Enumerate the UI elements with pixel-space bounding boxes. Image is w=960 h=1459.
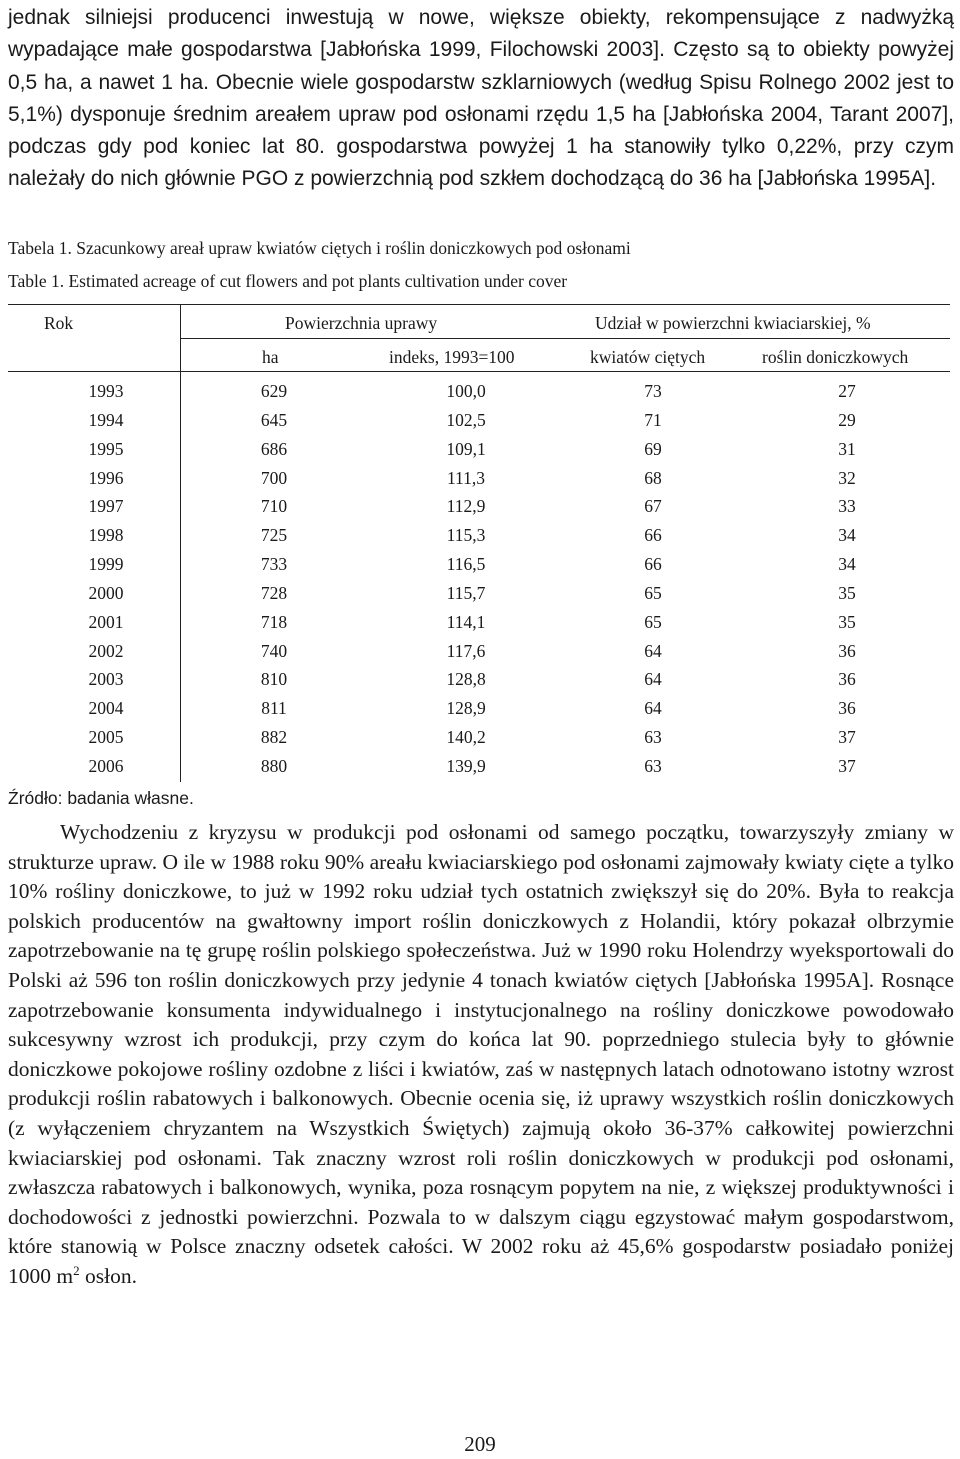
cell-ha: 740 [260,640,288,661]
intro-paragraph: jednak silniejsi producenci inwestują w nowe, większe obiekty, rekompensujące z nadwyżką wypadające małe gospodarstwa [Jabłońska 1999, Filochowski 2003]. Często są to obiekty powyżej 0,5 ha, a nawet 1 ha. Obecnie wiele gospodarstw szklarniowych (według Spisu Rolnego 2002 jest to 5,1%) dysponuje średnim areałem upraw pod osłonami rzędu 1,5 ha [Jabłońska 2004, Tarant 2007], podczas gdy pod koniec lat 80. gospodarstwa powyżej 1 ha stanowiły tylko 0,22%, przy czym należały do nich głównie PGO z powierzchnią pod szkłem dochodzącą do 36 ha [Jabłońska 1995A]. [8,6,954,191]
cell-year: 2005 [88,727,124,748]
body-paragraph [8,818,954,1292]
superscript-two: 2 [73,1262,80,1278]
cell-ha: 710 [260,496,288,517]
cell-year: 1993 [88,381,124,401]
cell-pot-plants: 37 [838,727,856,748]
cell-year: 2000 [88,582,124,603]
cell-pot-plants: 29 [838,409,856,430]
cell-cut-flowers: 65 [644,611,662,632]
cell-ha: 733 [260,554,288,575]
cell-index: 117,6 [446,640,486,661]
table-row [0,640,960,669]
table-row [0,755,960,784]
header-cultivation-area: Powierzchnia uprawy [285,313,438,333]
cell-index: 140,2 [446,727,486,748]
table-row [0,467,960,496]
cell-ha: 718 [260,611,288,632]
cell-cut-flowers: 65 [644,582,662,603]
cell-ha: 645 [260,409,288,430]
cell-cut-flowers: 68 [644,467,662,488]
cell-year: 2003 [88,669,124,690]
table-row [0,409,960,438]
table-row [0,495,960,524]
cell-year: 1998 [88,525,124,546]
cell-pot-plants: 36 [838,698,856,719]
header-share: Udział w powierzchni kwiaciarskiej, % [595,313,871,333]
cell-index: 139,9 [446,755,486,776]
cell-year: 2004 [88,698,124,719]
table-caption-polish: Tabela 1. Szacunkowy areał upraw kwiatów ciętych i roślin doniczkowych pod osłonami [8,238,631,258]
cell-cut-flowers: 66 [644,525,662,546]
cell-ha: 629 [260,381,288,401]
cell-year: 1995 [88,438,124,459]
table-row [0,380,960,409]
cell-cut-flowers: 63 [644,727,662,748]
cell-pot-plants: 36 [838,640,856,661]
cell-ha: 882 [260,727,288,748]
subheader-pot-plants: roślin doniczkowych [762,347,909,367]
cell-cut-flowers: 64 [644,698,662,719]
cell-year: 1996 [88,467,124,488]
table-caption-english: Table 1. Estimated acreage of cut flowers and pot plants cultivation under cover [8,271,568,291]
table-row [0,611,960,640]
cell-index: 111,3 [446,467,486,488]
cell-ha: 880 [260,755,288,776]
table-header-bottom-rule [8,371,950,372]
cell-cut-flowers: 73 [644,381,662,401]
subheader-index: indeks, 1993=100 [389,347,515,367]
cell-index: 100,0 [446,381,486,401]
cell-year: 1997 [88,496,124,517]
cell-index: 116,5 [446,554,486,575]
cell-cut-flowers: 71 [644,409,662,430]
cell-pot-plants: 34 [838,525,856,546]
cell-cut-flowers: 63 [644,755,662,776]
cell-year: 1994 [88,409,124,430]
table-row [0,438,960,467]
cell-index: 109,1 [446,438,486,459]
subheader-ha: ha [262,347,279,367]
body-paragraph-text: Wychodzeniu z kryzysu w produkcji pod osłonami od samego początku, towarzyszyły zmiany w strukturze upraw. O ile w 1988 roku 90% areału kwiaciarskiego pod osłonami zajmowały kwiaty cięte a tylko 10% rośliny doniczkowe, to już w 1992 roku udział tych ostatnich zwiększył się do 20%. Była to reakcja polskich producentów na gwałtowny import roślin doniczkowych z Holandii, który pokazał olbrzymie zapotrzebowanie na tę grupę roślin polskiego społeczeństwa. Już w 1990 roku Holendrzy wyeksportowali do Polski aż 596 ton roślin doniczkowych przy jedynie 4 tonach kwiatów ciętych [Jabłońska 1995A]. Rosnące zapotrzebowanie konsumenta indywidualnego i instytucjonalnego na rośliny doniczkowe powodowało sukcesywny wzrost ich produkcji, przy czym do końca lat 90. poprzedniego stulecia były to głównie doniczkowe pokojowe rośliny ozdobne z liści i kwiatów, zaś w następnych latach odnotowano istotny wzrost produkcji roślin rabatowych i balkonowych. Obecnie ocenia się, iż uprawy wszystkich roślin doniczkowych (z wyłączeniem chryzantem na Wszystkich Świętych) zajmują około 36-37% całkowitej powierzchni kwiaciarskiej pod osłonami. Tak znaczny wzrost roli roślin doniczkowych w produkcji pod osłonami, zwłaszcza rabatowych i balkonowych, wynika, poza rosnącym popytem na nie, z większej produktywności i dochodowości z jednostki powierzchni. Pozwala to w dalszym ciągu egzystować małym gospodarstwom, które stanowią w Polsce znaczny odsetek całości. W 2002 roku aż 45,6% gospodarstw posiadało poniżej 1000 m [8,820,954,1288]
cell-index: 115,7 [446,582,486,603]
cell-ha: 728 [260,582,288,603]
cell-pot-plants: 34 [838,554,856,575]
table-row [0,726,960,755]
table-header-divider [181,338,950,339]
cell-index: 102,5 [446,409,486,430]
cell-index: 112,9 [446,496,486,517]
cell-pot-plants: 37 [838,755,856,776]
table-body [0,380,960,784]
cell-ha: 810 [260,669,288,690]
table-row [0,582,960,611]
subheader-cut-flowers: kwiatów ciętych [590,347,706,367]
cell-year: 2006 [88,755,124,776]
table-row [0,697,960,726]
cell-pot-plants: 33 [838,496,856,517]
cell-cut-flowers: 66 [644,554,662,575]
table-source-note: Źródło: badania własne. [8,788,194,808]
table-row [0,668,960,697]
page-number: 209 [464,1432,496,1456]
cell-ha: 700 [260,467,288,488]
acreage-table [0,300,960,820]
cell-pot-plants: 32 [838,467,856,488]
cell-cut-flowers: 64 [644,640,662,661]
table-row [0,553,960,582]
cell-ha: 811 [261,698,287,719]
cell-pot-plants: 27 [838,381,856,401]
cell-pot-plants: 35 [838,611,856,632]
cell-year: 2001 [88,611,124,632]
cell-year: 2002 [88,640,124,661]
cell-cut-flowers: 67 [644,496,662,517]
cell-index: 114,1 [446,611,486,632]
cell-year: 1999 [88,554,124,575]
cell-cut-flowers: 69 [644,438,662,459]
body-paragraph-end: osłon. [79,1263,137,1288]
cell-ha: 725 [260,525,288,546]
cell-pot-plants: 31 [838,438,856,459]
cell-ha: 686 [260,438,288,459]
cell-index: 128,8 [446,669,486,690]
cell-index: 115,3 [446,525,486,546]
table-top-rule [8,304,950,305]
table-row [0,524,960,553]
cell-pot-plants: 36 [838,669,856,690]
cell-cut-flowers: 64 [644,669,662,690]
header-year: Rok [44,313,74,333]
cell-index: 128,9 [446,698,486,719]
cell-pot-plants: 35 [838,582,856,603]
